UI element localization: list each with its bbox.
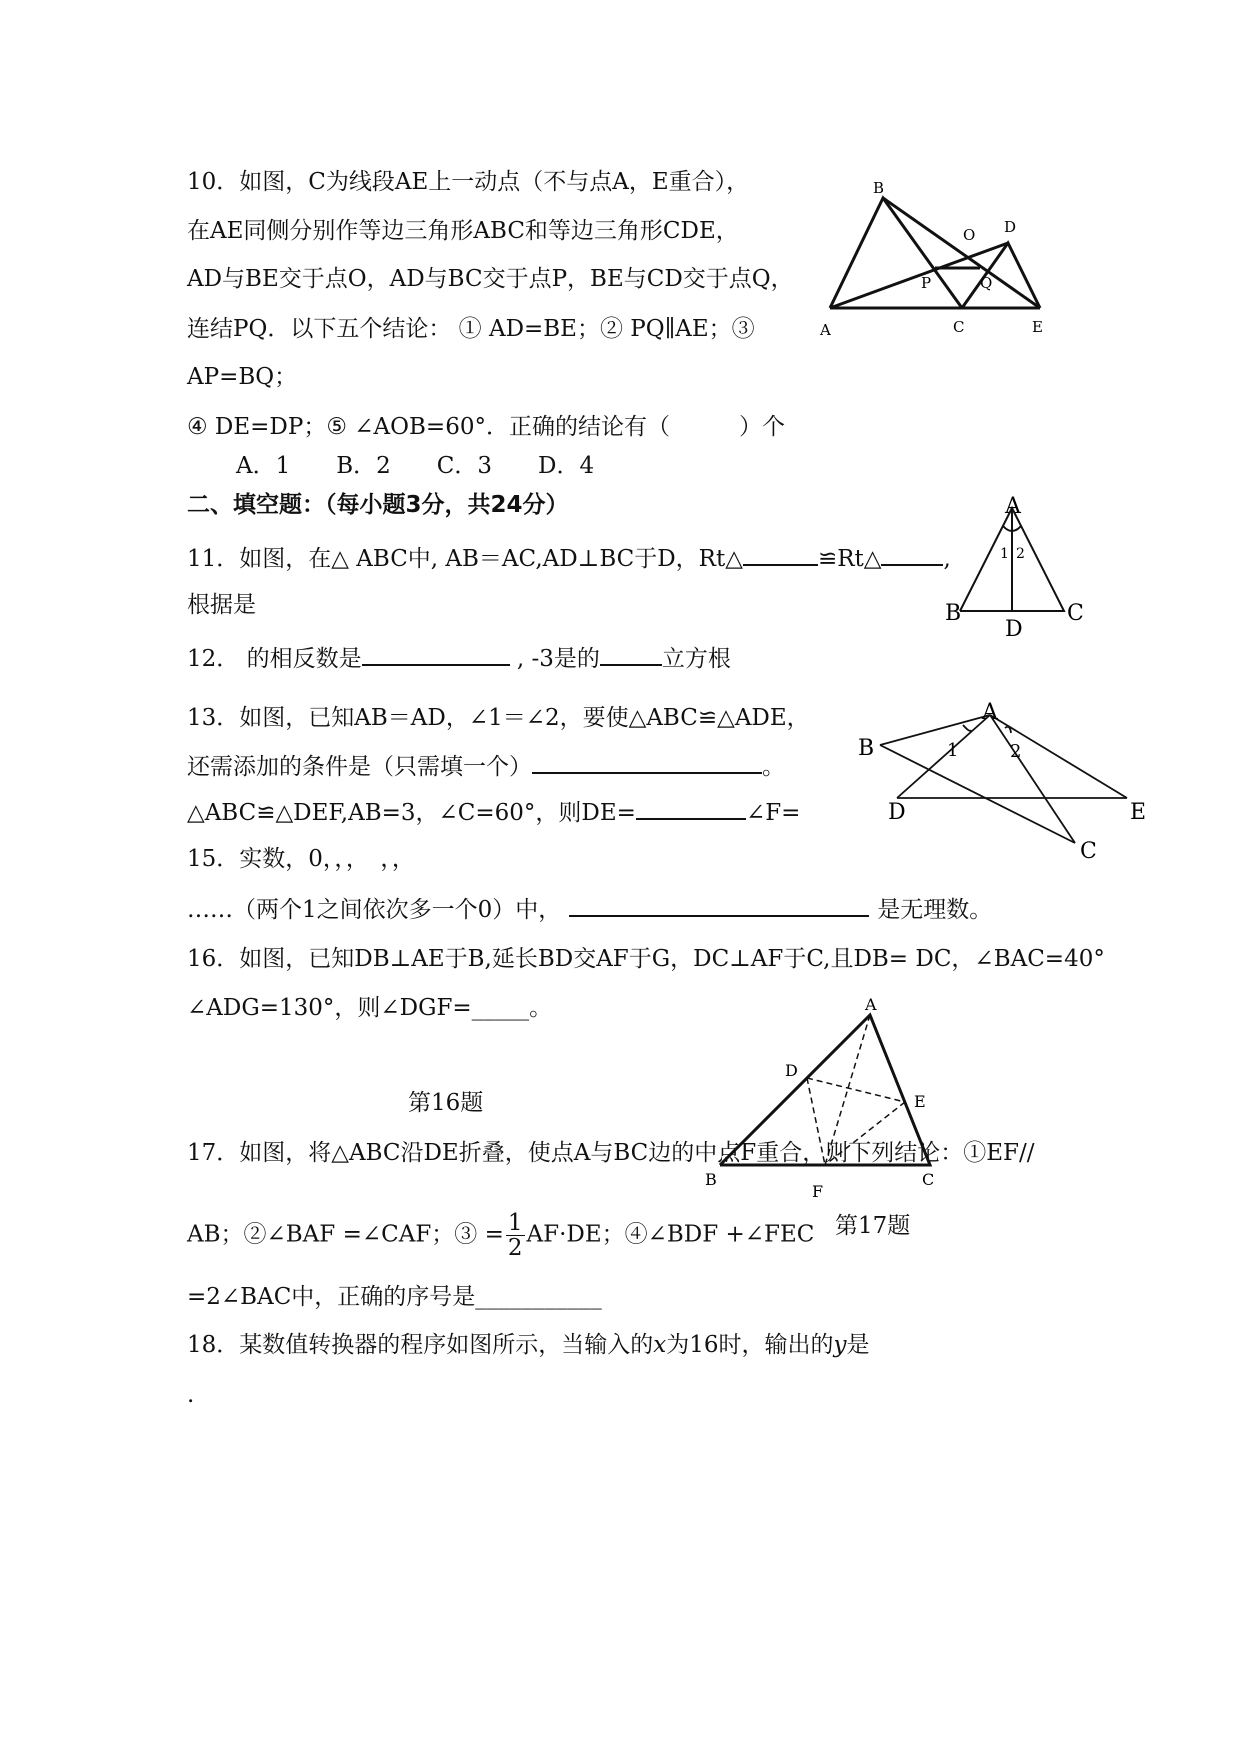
q17-line2-pre: AB；②∠BAF =∠CAF；③ = [187, 1221, 504, 1248]
q10-label-b: B [873, 179, 885, 197]
q10-line1: 10．如图，C为线段AE上一动点（不与点A，E重合）， [187, 169, 750, 195]
q13-label-d: D [888, 800, 906, 825]
q10-line3: AD与BE交于点O，AD与BC交于点P，BE与CD交于点Q， [187, 266, 794, 292]
q10-options: A．1 B．2 C．3 D．4 [236, 453, 595, 479]
section-2-heading: 二、填空题：（每小题3分，共24分） [187, 492, 569, 518]
q13-label-a: A [982, 700, 998, 725]
q17-line2 [187, 1211, 814, 1260]
q13-label-c: C [1080, 839, 1097, 864]
q13-line1: 13．如图，已知AB＝AD，∠1＝∠2，要使△ABC≌△ADE， [187, 705, 810, 731]
q18-line1 [187, 1330, 870, 1360]
q18-x: x [653, 1332, 667, 1358]
q10-label-p: P [921, 274, 932, 292]
q12-pre: 12． 的相反数是 [187, 646, 362, 672]
q13-line2 [187, 750, 785, 782]
q11-label-d: D [1005, 617, 1023, 642]
q17-label-b: B [705, 1170, 717, 1189]
q15-line2 [187, 893, 992, 925]
q10-figure [820, 180, 1050, 340]
q10-line2: 在AE同侧分别作等边三角形ABC和等边三角形CDE， [187, 218, 739, 244]
q11-blank-1[interactable] [743, 542, 818, 566]
q15-line2-post: 是无理数。 [877, 897, 993, 923]
q10-label-a: A [820, 321, 831, 339]
q15-line1: 15．实数，0，，， ，， [187, 846, 415, 872]
q17-caption: 第17题 [835, 1213, 911, 1239]
q10-label-d: D [1004, 218, 1017, 236]
q12-mid: , -3是的 [509, 646, 600, 672]
q11-label-2: 2 [1016, 546, 1025, 562]
q11-line1 [187, 542, 951, 574]
q11-post: , [943, 546, 951, 572]
q14-blank[interactable] [636, 796, 746, 820]
q18-mid: 为16时，输出的 [666, 1332, 834, 1358]
q11-label-a: A [1005, 494, 1021, 519]
q17-label-c: C [922, 1170, 935, 1189]
q10-line5: AP=BQ； [187, 364, 298, 390]
q17-label-a: A [865, 995, 877, 1014]
q11-pre: 11．如图，在△ ABC中, AB＝AC,AD⊥BC于D，Rt△ [187, 546, 743, 572]
q12-blank-2[interactable] [600, 642, 662, 666]
q14-pre: △ABC≌△DEF,AB=3，∠C=60°，则DE= [187, 800, 636, 826]
q11-label-b: B [945, 601, 962, 626]
q14-post: ∠F= [745, 800, 801, 826]
q18-pre: 18．某数值转换器的程序如图所示，当输入的 [187, 1332, 654, 1358]
q17-label-d: D [785, 1061, 798, 1080]
q13-label-2: 2 [1010, 741, 1022, 762]
q13-blank[interactable] [532, 750, 762, 774]
q18-y: y [833, 1332, 847, 1358]
q13-line2-pre: 还需添加的条件是（只需填一个） [187, 754, 532, 780]
q13-line2-post: 。 [762, 754, 785, 780]
q18-post: 是 [846, 1332, 870, 1358]
q13-label-b: B [858, 736, 875, 761]
q16-line1: 16．如图，已知DB⊥AE于B,延长BD交AF于G，DC⊥AF于C,且DB= DC，∠BAC=40° [187, 946, 1105, 972]
q16-caption: 第16题 [408, 1090, 484, 1116]
q18-line2: . [187, 1382, 195, 1408]
q10-label-q: Q [980, 274, 993, 292]
q10-label-o: O [963, 226, 976, 244]
q11-figure [945, 494, 1085, 642]
q16-line2: ∠ADG=130°，则∠DGF=_____。 [187, 995, 553, 1021]
q17-line1: 17．如图，将△ABC沿DE折叠，使点A与BC边的中点F重合，则下列结论：①EF// [187, 1140, 1035, 1166]
q15-blank[interactable] [569, 893, 869, 917]
q17-line3: =2∠BAC中，正确的序号是___________ [187, 1284, 602, 1310]
q12-line [187, 642, 731, 674]
q17-label-f: F [812, 1182, 824, 1201]
q11-label-c: C [1067, 601, 1084, 626]
q10-label-c: C [953, 318, 965, 336]
q10-label-e: E [1032, 318, 1043, 336]
fraction-denominator: 2 [507, 1235, 523, 1261]
q17-label-e: E [914, 1092, 926, 1111]
q13-label-e: E [1130, 800, 1147, 825]
q14-line [187, 796, 800, 828]
q11-label-1: 1 [1000, 546, 1009, 562]
one-half-fraction [506, 1211, 525, 1260]
q17-line2-post: AF·DE；④∠BDF +∠FEC [526, 1221, 815, 1248]
q12-post: 立方根 [661, 646, 731, 672]
q12-blank-1[interactable] [362, 642, 510, 666]
q11-mid: ≌Rt△ [817, 546, 882, 572]
q13-figure [855, 698, 1155, 868]
q11-line2: 根据是 [187, 592, 256, 618]
q11-blank-2[interactable] [881, 542, 943, 566]
q17-figure [700, 995, 945, 1210]
fraction-numerator: 1 [507, 1210, 523, 1236]
q10-line4: 连结PQ．以下五个结论： ① AD=BE；② PQ∥AE；③ [187, 316, 755, 342]
q15-line2-pre: ……（两个1之间依次多一个0）中， [187, 897, 562, 923]
q10-line6: ④ DE=DP；⑤ ∠AOB=60°．正确的结论有（ ）个 [187, 414, 785, 440]
q13-label-1: 1 [947, 740, 959, 761]
